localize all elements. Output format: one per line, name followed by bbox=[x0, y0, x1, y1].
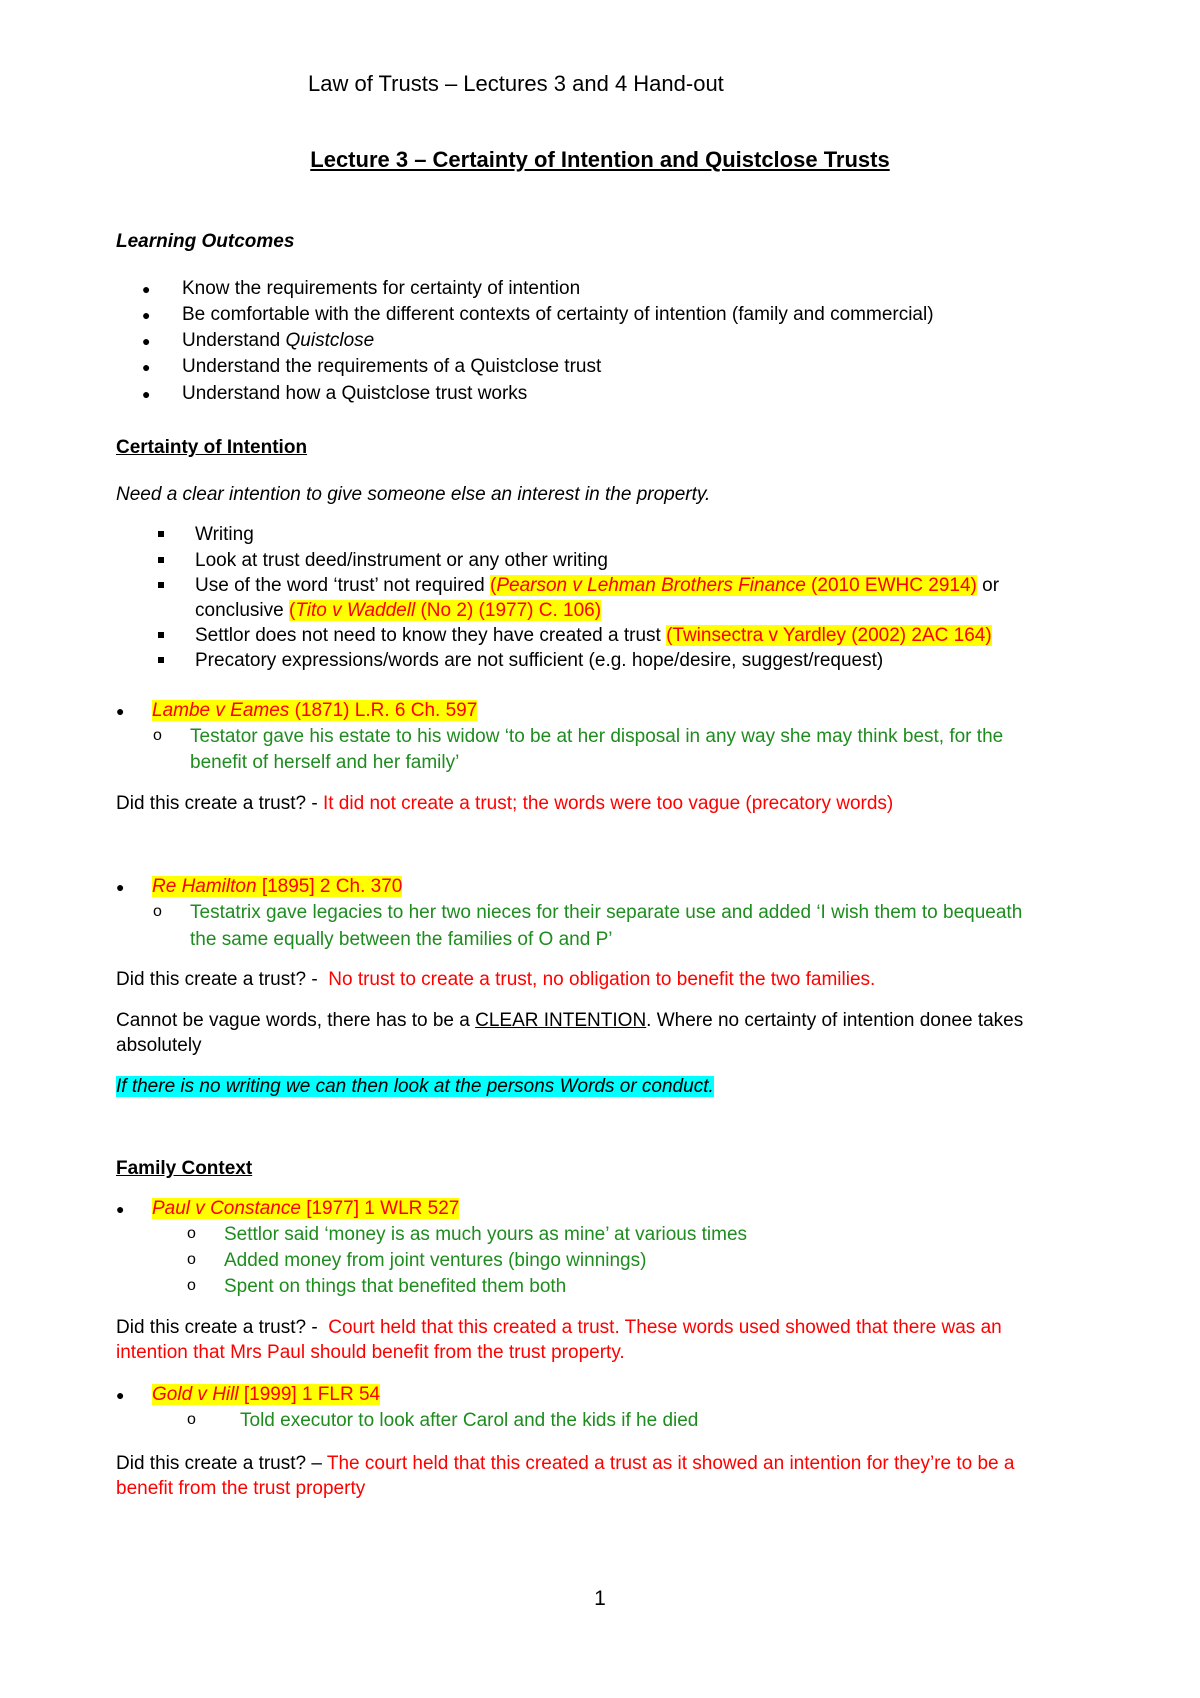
bullet-dot-icon: ● bbox=[116, 879, 125, 895]
document-title: Law of Trusts – Lectures 3 and 4 Hand-out bbox=[308, 71, 724, 96]
clear-intention-text: Cannot be vague words, there has to be a CLEAR INTENTION. Where no certainty of intention donee takes bbox=[116, 1010, 1024, 1031]
circle-bullet-icon: o bbox=[153, 727, 162, 744]
lambe-case: Lambe v Eames (1871) L.R. 6 Ch. 597 bbox=[152, 700, 478, 721]
page-number: 1 bbox=[594, 1587, 606, 1610]
circle-bullet-icon: o bbox=[187, 1411, 196, 1428]
certainty-intro: Need a clear intention to give someone else an interest in the property. bbox=[116, 484, 711, 505]
circle-bullet-icon: o bbox=[153, 903, 162, 920]
quistclose-italic: Quistclose bbox=[285, 330, 375, 351]
hamilton-fact-continued: the same equally between the families of O and P’ bbox=[190, 929, 613, 950]
outcome-item: Understand Quistclose bbox=[182, 330, 375, 351]
bullet-dot-icon: ● bbox=[116, 1387, 125, 1403]
square-bullet-icon bbox=[158, 531, 164, 537]
gold-answer: The court held that this created a trust as it showed an intention for they’re to be a bbox=[326, 1453, 1015, 1474]
paul-fact: Spent on things that benefited them both bbox=[224, 1276, 567, 1297]
gold-answer-continued: benefit from the trust property bbox=[116, 1478, 366, 1499]
hamilton-answer: No trust to create a trust, no obligation to benefit the two families. bbox=[328, 969, 876, 990]
bullet-dot-icon: ● bbox=[142, 359, 151, 375]
bullet-dot-icon: ● bbox=[116, 703, 125, 719]
paul-fact: Settlor said ‘money is as much yours as mine’ at various times bbox=[224, 1224, 748, 1245]
outcome-item: Understand how a Quistclose trust works bbox=[182, 383, 528, 404]
hamilton-fact: Testatrix gave legacies to her two nieces for their separate use and added ‘I wish them to bequeath bbox=[190, 902, 1023, 923]
hamilton-case: Re Hamilton [1895] 2 Ch. 370 bbox=[152, 876, 403, 897]
family-context-heading: Family Context bbox=[116, 1158, 253, 1179]
square-bullet-icon bbox=[158, 657, 164, 663]
outcome-item: Know the requirements for certainty of intention bbox=[182, 278, 581, 299]
paul-answer-continued: intention that Mrs Paul should benefit from the trust property. bbox=[116, 1342, 625, 1363]
lambe-answer: It did not create a trust; the words were too vague (precatory words) bbox=[322, 793, 894, 814]
bullet-dot-icon: ● bbox=[142, 281, 151, 297]
outcome-item: Be comfortable with the different contexts of certainty of intention (family and commercial) bbox=[182, 304, 934, 325]
twinsectra-citation: (Twinsectra v Yardley (2002) 2AC 164) bbox=[666, 625, 992, 646]
clear-intention-text-continued: absolutely bbox=[116, 1035, 202, 1056]
cyan-highlight-note: If there is no writing we can then look at the persons Words or conduct. bbox=[116, 1076, 714, 1097]
circle-bullet-icon: o bbox=[187, 1251, 196, 1268]
circle-bullet-icon: o bbox=[187, 1225, 196, 1242]
bullet-dot-icon: ● bbox=[142, 307, 151, 323]
paul-answer: Court held that this created a trust. These words used showed that there was an bbox=[328, 1317, 1002, 1338]
circle-bullet-icon: o bbox=[187, 1277, 196, 1294]
learning-outcomes-heading: Learning Outcomes bbox=[116, 231, 295, 252]
square-bullet-icon bbox=[158, 582, 164, 588]
certainty-point: Use of the word ‘trust’ not required (Pearson v Lehman Brothers Finance (2010 EWHC 2914) or bbox=[195, 575, 1000, 596]
bullet-dot-icon: ● bbox=[142, 386, 151, 402]
paul-case: Paul v Constance [1977] 1 WLR 527 bbox=[152, 1198, 460, 1219]
outcome-item: Understand the requirements of a Quistclose trust bbox=[182, 356, 602, 377]
lambe-fact-continued: benefit of herself and her family’ bbox=[190, 752, 460, 773]
certainty-point-continued: conclusive (Tito v Waddell (No 2) (1977) C. 106) bbox=[195, 600, 602, 621]
gold-question: Did this create a trust? – The court held that this created a trust as it showed an intention for they’re to be a bbox=[116, 1453, 1015, 1474]
gold-fact: Told executor to look after Carol and the kids if he died bbox=[240, 1410, 699, 1431]
hamilton-question: Did this create a trust? - No trust to create a trust, no obligation to benefit the two families. bbox=[116, 969, 876, 990]
tito-citation: (Tito v Waddell (No 2) (1977) C. 106) bbox=[289, 600, 602, 621]
square-bullet-icon bbox=[158, 557, 164, 563]
lambe-fact: Testator gave his estate to his widow ‘to be at her disposal in any way she may think best, for the bbox=[190, 726, 1004, 747]
bullet-dot-icon: ● bbox=[142, 333, 151, 349]
certainty-point: Precatory expressions/words are not sufficient (e.g. hope/desire, suggest/request) bbox=[195, 650, 884, 671]
square-bullet-icon bbox=[158, 632, 164, 638]
lambe-question: Did this create a trust? - It did not create a trust; the words were too vague (precatory words) bbox=[116, 793, 894, 814]
gold-case: Gold v Hill [1999] 1 FLR 54 bbox=[152, 1384, 381, 1405]
clear-intention-underlined: CLEAR INTENTION bbox=[475, 1010, 647, 1031]
certainty-point: Writing bbox=[195, 524, 254, 545]
certainty-point: Look at trust deed/instrument or any other writing bbox=[195, 550, 608, 571]
bullet-dot-icon: ● bbox=[116, 1201, 125, 1217]
pearson-citation: (Pearson v Lehman Brothers Finance (2010 EWHC 2914) bbox=[490, 575, 977, 596]
certainty-point: Settlor does not need to know they have created a trust (Twinsectra v Yardley (2002) 2AC 164) bbox=[195, 625, 992, 646]
paul-fact: Added money from joint ventures (bingo winnings) bbox=[224, 1250, 647, 1271]
paul-question: Did this create a trust? - Court held that this created a trust. These words used showed that there was an bbox=[116, 1317, 1002, 1338]
certainty-heading: Certainty of Intention bbox=[116, 437, 308, 458]
lecture-heading: Lecture 3 – Certainty of Intention and Quistclose Trusts bbox=[310, 147, 890, 172]
